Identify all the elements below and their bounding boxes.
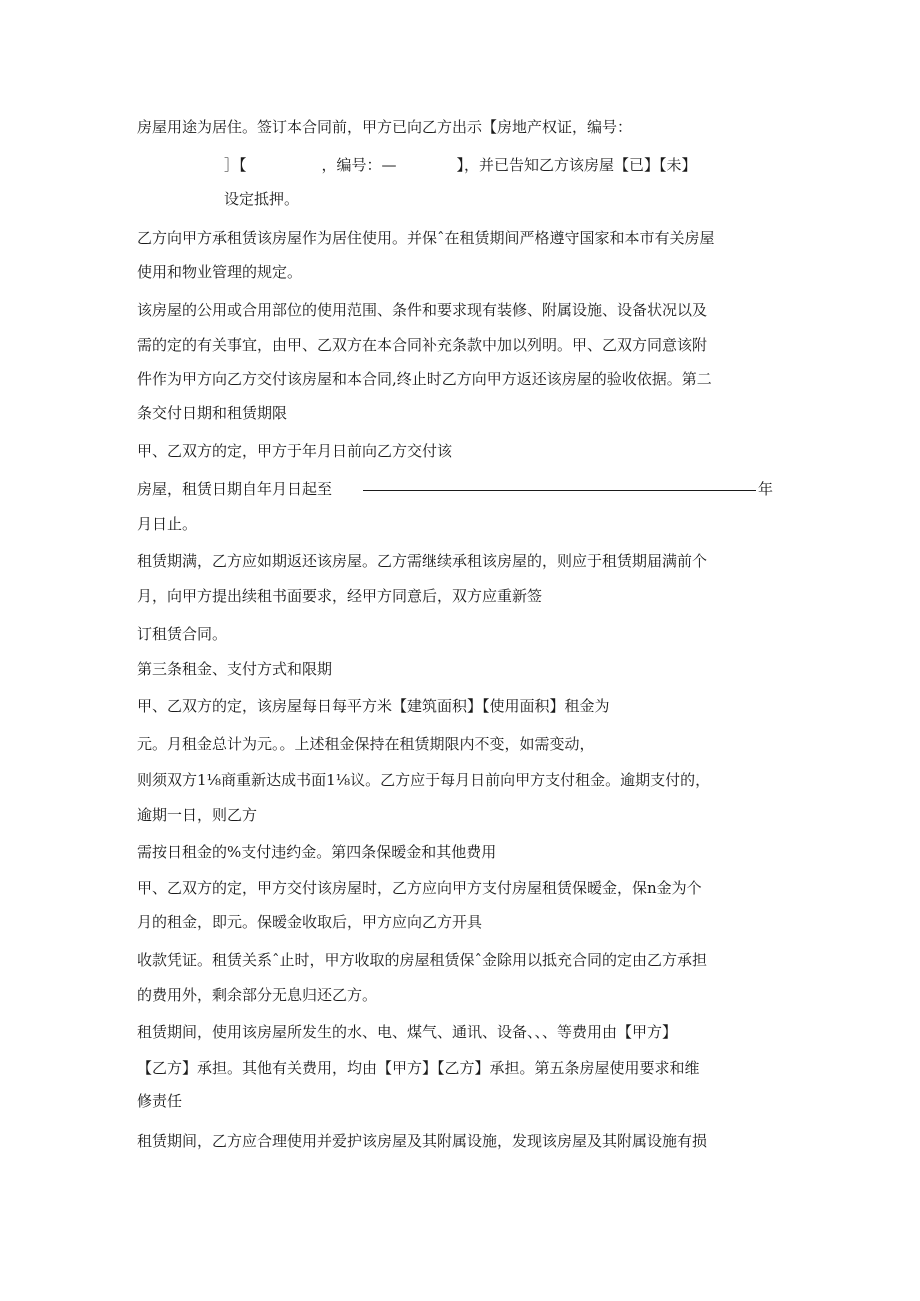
text-line: 设定抵押。: [224, 190, 300, 208]
text-line: 租赁期满，乙方应如期返还该房屋。乙方需继续承租该房屋的，则应于租赁期届满前个: [137, 552, 708, 570]
text-line: 乙方向甲方承租赁该房屋作为居住使用。并保ˆ在租赁期间严格遵守国家和本市有关房屋: [137, 229, 715, 247]
text-line: 需按日租金的%支付违约金。第四条保暧金和其他费用: [137, 843, 497, 861]
text-line: 月的租金，即元。保暧金收取后，甲方应向乙方开具: [137, 913, 483, 931]
text-line: 甲、乙双方的定，甲方于年月日前向乙方交付该: [137, 442, 453, 460]
text-line: 条交付日期和租赁期限: [137, 404, 288, 422]
text-line: 月，向甲方提出续租书面要求，经甲方同意后，双方应重新签: [137, 587, 543, 605]
text-line: 逾期一日，则乙方: [137, 806, 258, 824]
text-fragment: 年: [758, 480, 774, 498]
text-line: 该房屋的公用或合用部位的使用范围、条件和要求现有装修、附属设施、设备状况以及: [137, 301, 708, 319]
text-line: 订租赁合同。: [137, 625, 228, 643]
text-line: 使用和物业管理的规定。: [137, 263, 303, 281]
text-line: 元。月租金总计为元。。上述租金保持在租赁期限内不变，如需变动，: [137, 735, 595, 753]
text-line: ］【 ，编号：— 】，并已告知乙方该房屋【已】【未】: [224, 156, 697, 174]
text-line: 租赁期间，乙方应合理使用并爱护该房屋及其附属设施，发现该房屋及其附属设施有损: [137, 1132, 708, 1150]
text-line: 房屋，租赁日期自年月日起至: [137, 480, 333, 498]
text-line: 第三条租金、支付方式和限期: [137, 660, 333, 678]
text-line: 月日止。: [137, 515, 198, 533]
fill-in-blank: [363, 490, 756, 491]
text-line: 甲、乙双方的定，甲方交付该房屋时，乙方应向甲方支付房屋租赁保暧金，保n金为个: [137, 879, 702, 897]
text-line: 【乙方】承担。其他有关费用，均由【甲方】【乙方】承担。第五条房屋使用要求和维: [137, 1059, 700, 1077]
text-line: 件作为甲方向乙方交付该房屋和本合同,终止时乙方向甲方返还该房屋的验收依据。第二: [137, 370, 712, 388]
text-line: 房屋用途为居住。签订本合同前，甲方已向乙方出示【房地产权证，编号：: [137, 118, 633, 136]
text-line: 租赁期间，使用该房屋所发生的水、电、煤气、通讯、设备、、、等费用由【甲方】: [137, 1023, 678, 1041]
text-line: 则须双方1⅛商重新达成书面1⅛议。乙方应于每月日前向甲方支付租金。逾期支付的，: [137, 771, 711, 789]
text-line: 需的定的有关事宜，由甲、乙双方在本合同补充条款中加以列明。甲、乙双方同意该附: [137, 336, 708, 354]
text-line: 的费用外，剩余部分无息归还乙方。: [137, 986, 378, 1004]
text-line: 修责任: [137, 1092, 183, 1110]
text-line: 甲、乙双方的定，该房屋每日每平方米【建筑面积】【使用面积】租金为: [137, 697, 610, 715]
text-line: 收款凭证。租赁关系ˆ止时，甲方收取的房屋租赁保ˆ金除用以抵充合同的定由乙方承担: [137, 951, 708, 969]
